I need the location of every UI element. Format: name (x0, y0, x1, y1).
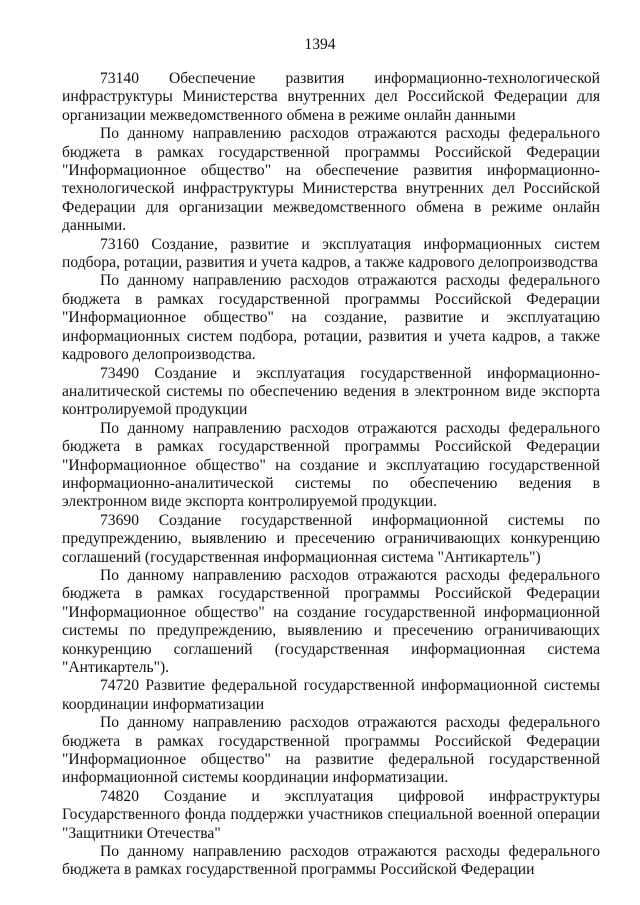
description-paragraph: По данному направлению расходов отражаются расходы федерального бюджета в рамках государственной программы Российской Федерации "Информационное общество" на создание, развитие и эксплуатацию информационных систем подбора, ротации, развития и учета кадров, а также кадрового делопроизводства. (62, 272, 600, 364)
code-heading-73140: 73140 Обеспечение развития информационно-технологической инфраструктуры Министерства внутренних дел Российской Федерации для организации межведомственного обмена в режиме онлайн данными (62, 70, 600, 124)
description-paragraph: По данному направлению расходов отражаются расходы федерального бюджета в рамках государственной программы Российской Федерации "Информационное общество" на создание государственной информационной системы по предупреждению, выявлению и пресечению ограничивающих конкуренцию соглашений (государственная информационная система "Антикартель"). (62, 566, 600, 676)
code-heading-73690: 73690 Создание государственной информационной системы по предупреждению, выявлению и пресечению ограничивающих конкуренцию соглашений (государственная информационная система "Антикартель") (62, 511, 600, 566)
document-body (62, 70, 600, 880)
code-heading-74720: 74720 Развитие федеральной государственной информационной системы координации информатизации (62, 677, 600, 713)
code-heading-73490: 73490 Создание и эксплуатация государственной информационно-аналитической системы по обеспечению ведения в электронном виде экспорта контролируемой продукции (62, 364, 600, 419)
description-paragraph: По данному направлению расходов отражаются расходы федерального бюджета в рамках государственной программы Российской Федерации "Информационное общество" на обеспечение развития информационно-технологической инфраструктуры Министерства внутренних дел Российской Федерации для организации межведомственного обмена в режиме онлайн данными. (62, 125, 600, 235)
description-paragraph: По данному направлению расходов отражаются расходы федерального бюджета в рамках государственной программы Российской Федерации (62, 843, 600, 879)
page-number: 1394 (304, 36, 336, 53)
code-heading-73160: 73160 Создание, развитие и эксплуатация информационных систем подбора, ротации, развития и учета кадров, а также кадрового делопроизводства (62, 235, 600, 272)
description-paragraph: По данному направлению расходов отражаются расходы федерального бюджета в рамках государственной программы Российской Федерации "Информационное общество" на создание и эксплуатацию государственной информационно-аналитической системы по обеспечению ведения в электронном виде экспорта контролируемой продукции. (62, 419, 600, 511)
code-heading-74820: 74820 Создание и эксплуатация цифровой инфраструктуры Государственного фонда поддержки участников специальной военной операции "Защитники Отечества" (62, 787, 600, 842)
description-paragraph: По данному направлению расходов отражаются расходы федерального бюджета в рамках государственной программы Российской Федерации "Информационное общество" на развитие федеральной государственной информационной системы координации информатизации. (62, 714, 600, 787)
